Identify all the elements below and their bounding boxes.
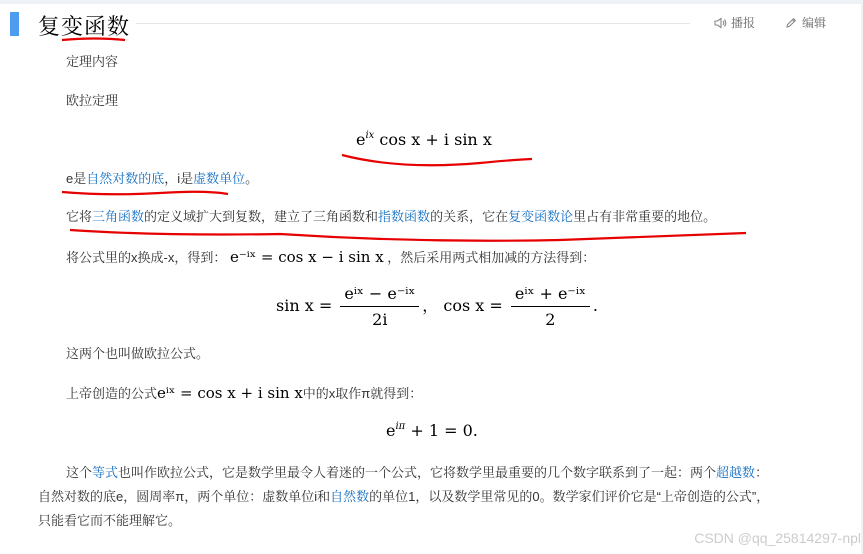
e-line-underline-annotation bbox=[62, 192, 228, 195]
speaker-icon bbox=[713, 16, 727, 30]
text: 这个 bbox=[66, 465, 93, 480]
formula-underline-annotation bbox=[342, 155, 532, 165]
inline-formula-god: eⁱˣ = cos x + i sin x bbox=[157, 384, 303, 402]
identity-rest: + 1 = 0. bbox=[410, 421, 478, 440]
link-transcendental-number[interactable]: 超越数 bbox=[716, 465, 756, 480]
final-paragraph bbox=[38, 461, 838, 533]
formula-base: e bbox=[356, 130, 366, 149]
title-accent-bar bbox=[10, 12, 19, 36]
formula-exponent: ix bbox=[365, 130, 375, 141]
inline-formula-negative: e⁻ⁱˣ = cos x − i sin x bbox=[229, 248, 384, 266]
link-natural-log-base[interactable]: 自然对数的底 bbox=[86, 171, 165, 186]
text: 也叫作欧拉公式，它是数学里最令人着迷的一个公式，它将数学里最重要的几个数字联系到了一起：两个 bbox=[118, 465, 717, 480]
link-complex-analysis[interactable]: 复变函数论 bbox=[508, 209, 574, 224]
sin-numerator: eⁱˣ − e⁻ⁱˣ bbox=[340, 284, 419, 307]
e-definition-paragraph bbox=[66, 169, 258, 189]
text: ，然后采用两式相加减的方法得到： bbox=[387, 250, 596, 265]
edit-label: 编辑 bbox=[802, 16, 827, 30]
cos-denominator: 2 bbox=[545, 310, 556, 329]
god-formula-paragraph bbox=[66, 383, 422, 404]
theorem-heading: 定理内容 bbox=[66, 54, 119, 69]
text: 中的x取作π就得到： bbox=[302, 386, 423, 401]
final-line-2 bbox=[38, 485, 838, 509]
link-equation[interactable]: 等式 bbox=[92, 465, 119, 480]
sin-denominator: 2i bbox=[372, 310, 388, 329]
text: 的定义域扩大到复数，建立了三角函数和 bbox=[144, 209, 379, 224]
identity-base: e bbox=[386, 421, 396, 440]
also-euler-paragraph: 这两个也叫做欧拉公式。 bbox=[66, 346, 210, 361]
cos-lhs: cos x = bbox=[443, 296, 503, 315]
text: 上帝创造的公式 bbox=[66, 386, 158, 401]
text: 将公式里的x换成-x，得到： bbox=[66, 250, 227, 265]
cos-numerator: eⁱˣ + e⁻ⁱˣ bbox=[511, 284, 590, 307]
euler-theorem-label: 欧拉定理 bbox=[66, 93, 119, 108]
identity-exponent: iπ bbox=[395, 421, 406, 432]
text: 的关系，它在 bbox=[430, 209, 509, 224]
extension-underline-annotation bbox=[70, 230, 746, 241]
separator: ， bbox=[422, 296, 439, 315]
text: 它将 bbox=[66, 209, 93, 224]
euler-identity bbox=[386, 421, 478, 440]
text: ： bbox=[755, 465, 769, 480]
final-line-1 bbox=[38, 461, 838, 485]
text: ，i是 bbox=[164, 171, 194, 186]
period: . bbox=[592, 296, 598, 315]
extension-paragraph bbox=[66, 207, 716, 227]
title-divider bbox=[136, 23, 690, 24]
text: 里占有非常重要的地位。 bbox=[573, 209, 717, 224]
report-label: 播报 bbox=[731, 16, 756, 30]
final-line-3: 只能看它而不能理解它。 bbox=[38, 513, 182, 528]
report-button[interactable] bbox=[713, 14, 755, 31]
watermark: CSDN @qq_25814297-npl bbox=[694, 530, 861, 546]
text: e是 bbox=[66, 171, 87, 186]
sin-fraction bbox=[340, 284, 419, 329]
pencil-icon bbox=[784, 16, 798, 30]
link-natural-number[interactable]: 自然数 bbox=[330, 489, 370, 504]
text: 。 bbox=[245, 171, 259, 186]
euler-formula bbox=[356, 130, 492, 149]
section-title: 复变函数 bbox=[38, 15, 131, 40]
link-imaginary-unit[interactable]: 虚数单位 bbox=[193, 171, 246, 186]
replace-x-paragraph bbox=[66, 247, 595, 268]
sin-lhs: sin x = bbox=[276, 296, 333, 315]
edit-button[interactable] bbox=[784, 14, 826, 31]
formula-rhs: cos x + i sin x bbox=[379, 130, 492, 149]
top-strip bbox=[0, 0, 863, 4]
link-exponential-function[interactable]: 指数函数 bbox=[378, 209, 431, 224]
sin-cos-formula bbox=[276, 284, 598, 329]
cos-fraction bbox=[511, 284, 590, 329]
link-trig-functions[interactable]: 三角函数 bbox=[92, 209, 145, 224]
text: 的单位1，以及数学里常见的0。数学家们评价它是“上帝创造的公式”， bbox=[369, 489, 770, 504]
text: 自然对数的底e，圆周率π，两个单位：虚数单位i和 bbox=[38, 489, 331, 504]
